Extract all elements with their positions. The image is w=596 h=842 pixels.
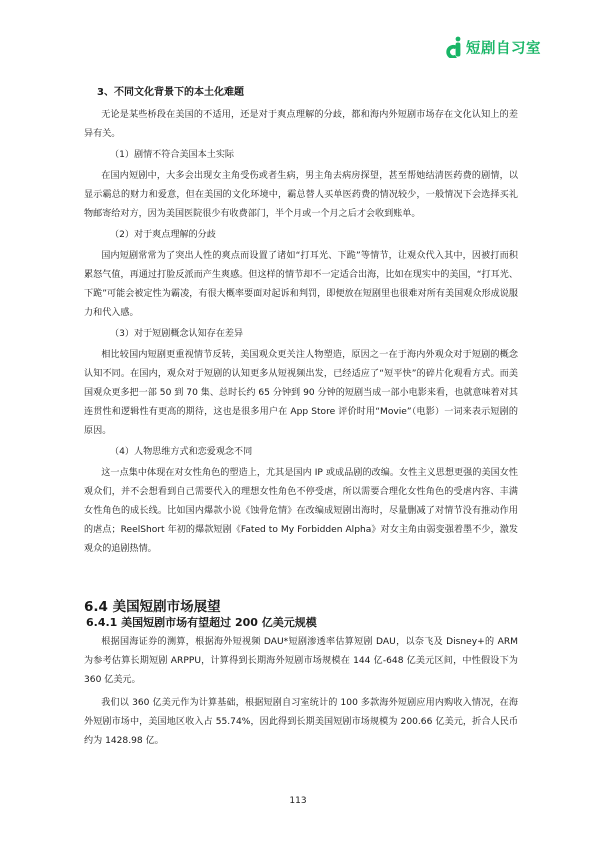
market-estimate-paragraph: 根据国海证券的测算，根据海外短视频 DAU*短剧渗透率估算短剧 DAU，以奈飞及 Disney+的 ARM 为参考估算长期短剧 ARPPU，计算得到长期海外短剧市场规模在 144 亿-648 亿美元区间，中性假设下为 360 亿美元。: [84, 637, 518, 685]
section-3-body: [84, 86, 518, 563]
brand-logo: [445, 36, 541, 58]
section-6-4-1-title: 6.4.1 美国短剧市场有望超过 200 亿美元规模: [86, 616, 317, 629]
item-2-body: 国内短剧常常为了突出人性的爽点而设置了诸如“打耳光、下跪”等情节，让观众代入其中，因被打而积累怒气值，再通过打脸反派而产生爽感。但这样的情节却不一定适合出海，比如在现实中的美国，“打耳光、下跪”可能会被定性为霸凌，有很大概率要面对起诉和判罚，即便放在短剧里也很难对所有美国观众形成说服力和代入感。: [84, 251, 518, 318]
page-number: 113: [289, 796, 307, 806]
brand-logo-text: 短剧自习室: [466, 40, 541, 57]
section-6-4-title: 6.4 美国短剧市场展望: [84, 599, 221, 615]
item-3-body: 相比较国内短剧更重视情节反转，美国观众更关注人物塑造，原因之一在于海内外观众对于短剧的概念认知不同。在国内，观众对于短剧的认知更多从短视频出发，已经适应了“短平快”的碎片化观看方式。而美国观众更多把一部 50 到 70 集、总时长约 65 分钟到 90 分钟的短剧当成一部小电影来看，也就意味着对其连贯性和逻辑性有更高的期待，这也是很多用户在 App Store 评价时用“Movie”（电影）一词来表示短剧的原因。: [84, 350, 518, 436]
item-3-title: （3）对于短剧概念认知存在差异: [110, 329, 244, 339]
section-6-4-1-body: [84, 633, 518, 755]
item-1-title: （1）剧情不符合美国本土实际: [110, 150, 235, 160]
section-3-heading: 3、不同文化背景下的本土化难题: [97, 87, 244, 98]
item-1-body: 在国内短剧中，大多会出现女主角受伤或者生病，男主角去病房探望，甚至帮她结清医药费的剧情，以显示霸总的财力和爱意，但在美国的文化环境中，霸总替人买单医药费的情况较少，一般情况下会选择买礼物邮寄给对方，因为美国医院很少有收费部门，半个月或一个月之后才会收到账单。: [84, 171, 518, 219]
brand-logo-icon: [445, 36, 463, 58]
item-4-title: （4）人物思维方式和恋爱观念不同: [110, 447, 253, 457]
item-4-body: 这一点集中体现在对女性角色的塑造上，尤其是国内 IP 或成品剧的改编。女性主义思想更强的美国女性观众们，并不会想看到自己需要代入的理想女性角色不停受虐，所以需要合理化女性角色的受虐内容、丰满女性角色的成长线。比如国内爆款小说《蚀骨危情》在改编成短剧出海时，尽量删减了对情节没有推动作用的虐点；ReelShort 年初的爆款短剧《Fated to My Forbidden Alpha》对女主角由弱变强着墨不少，激发观众的追剧热情。: [84, 468, 518, 554]
item-2-title: （2）对于爽点理解的分歧: [110, 230, 216, 240]
section-3-intro: 无论是某些桥段在美国的不适用，还是对于爽点理解的分歧，都和海内外短剧市场存在文化认知上的差异有关。: [84, 110, 518, 139]
us-market-paragraph: 我们以 360 亿美元作为计算基础，根据短剧自习室统计的 100 多款海外短剧应用内购收入情况，在海外短剧市场中，美国地区收入占 55.74%，因此得到长期美国短剧市场规模为 200.66 亿美元，折合人民币约为 1428.98 亿。: [84, 698, 518, 746]
